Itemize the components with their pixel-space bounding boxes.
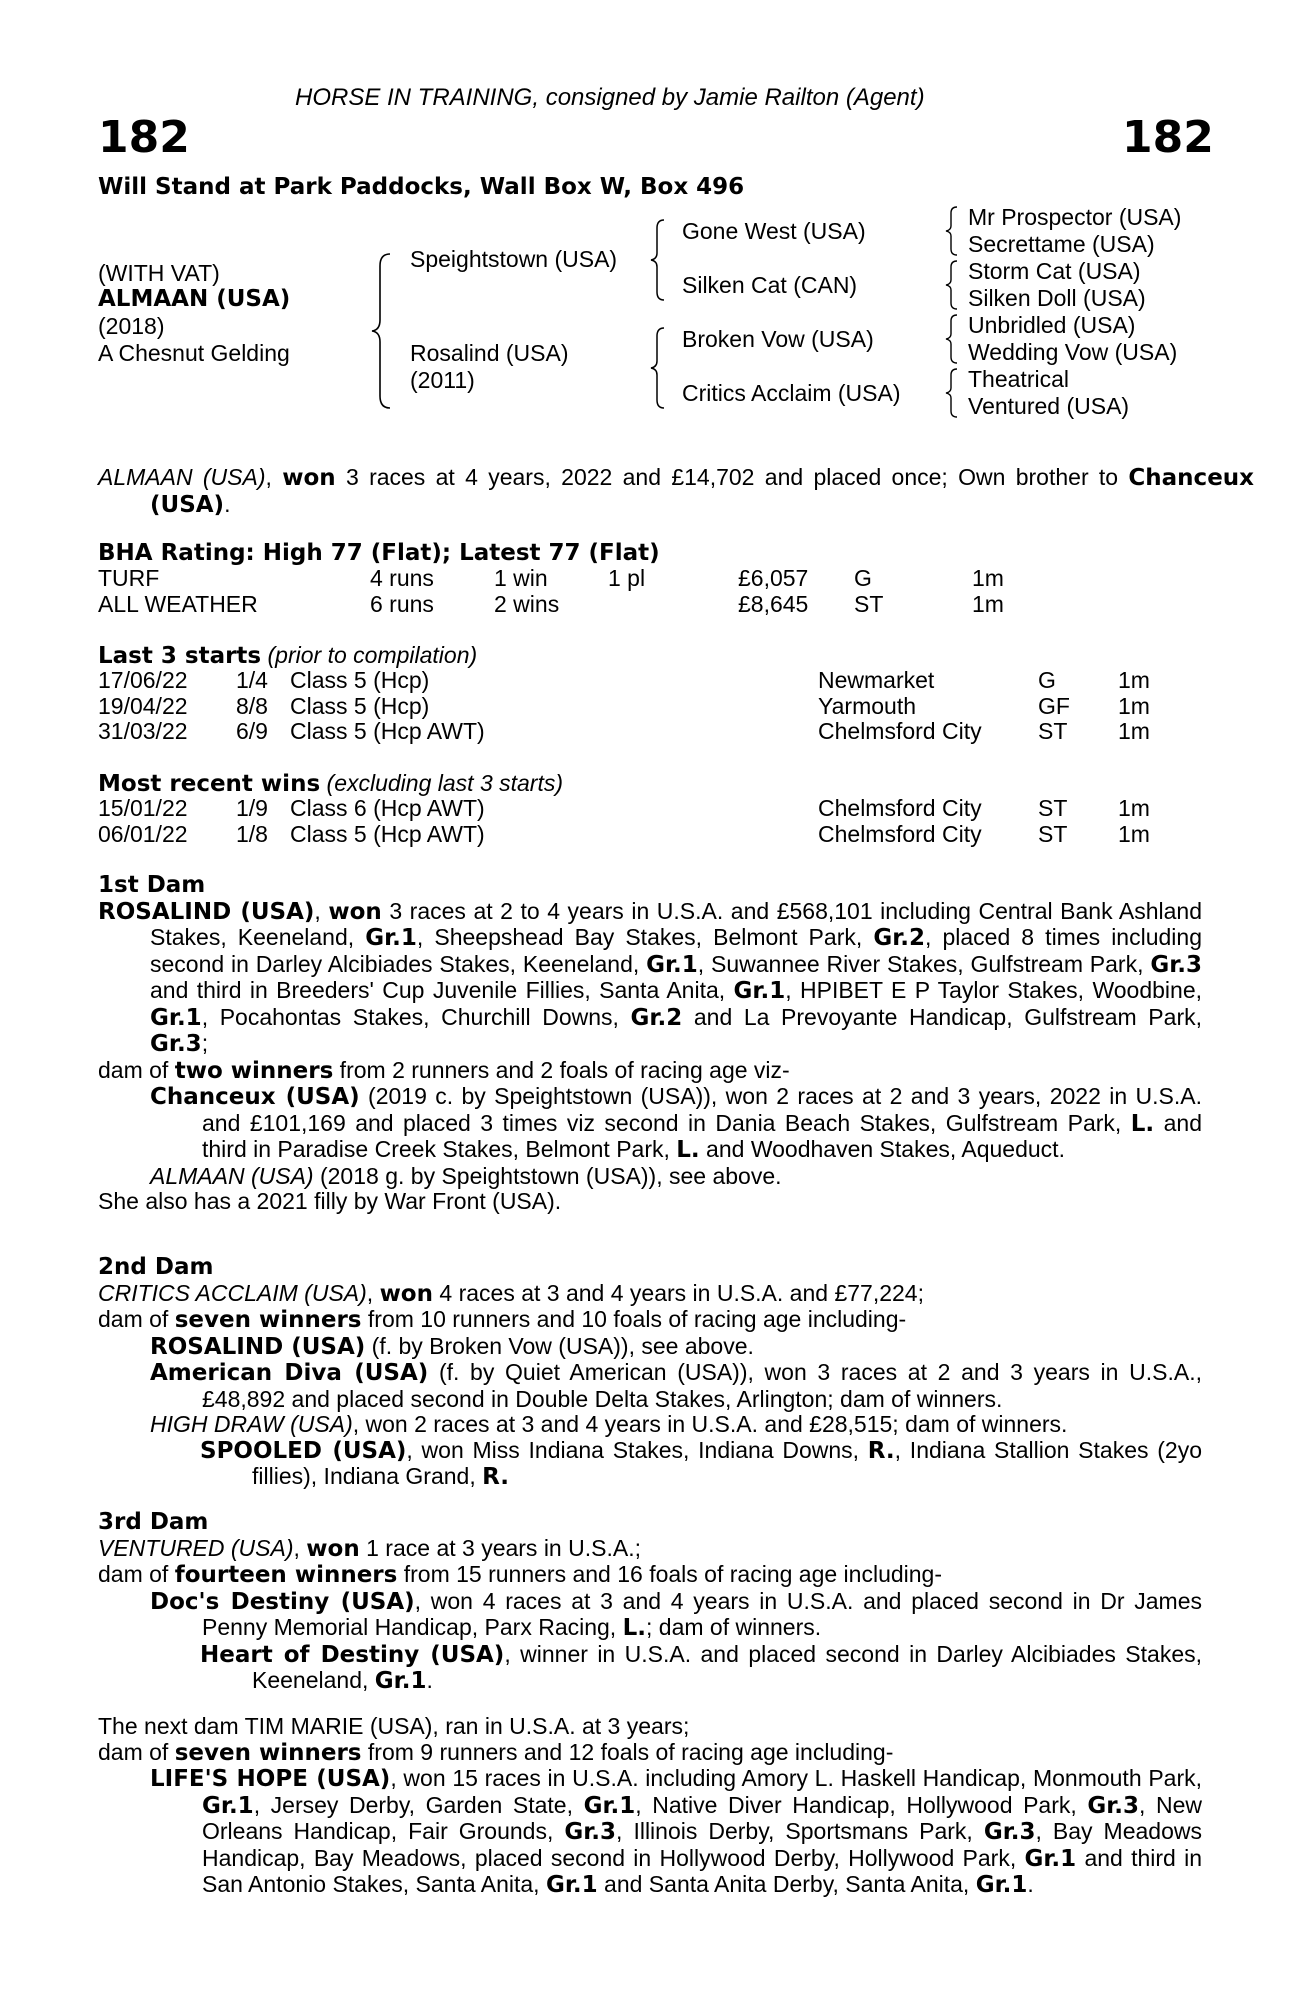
- recent-table: [98, 796, 1150, 847]
- table-row: ALL WEATHER 6 runs 2 wins £8,645 ST 1m: [98, 590, 1004, 617]
- vat-label: (WITH VAT): [98, 260, 220, 286]
- sire-sire: Gone West (USA): [682, 218, 866, 244]
- bha-rating-title: BHA Rating: High 77 (Flat); Latest 77 (Flat): [98, 540, 660, 566]
- rating-table: [98, 566, 1004, 617]
- ped-sds: Storm Cat (USA): [968, 258, 1141, 284]
- next-dam-section: [98, 1714, 1202, 1899]
- dam1-section: [98, 873, 1202, 1215]
- next-dam-line: The next dam TIM MARIE (USA), ran in U.S.A. at 3 years;: [98, 1713, 690, 1739]
- dam2-produce-line: dam of seven winners from 10 runners and 10 foals of racing age including-: [98, 1306, 907, 1333]
- dam2-produce-spooled: SPOOLED (USA), won Miss Indiana Stakes, Indiana Downs, R., Indiana Stallion Stakes (2yo fillies), Indiana Grand, R.: [200, 1436, 1202, 1490]
- next-dam-produce-line: dam of seven winners from 9 runners and 12 foals of racing age including-: [98, 1738, 894, 1766]
- dam3-title: 3rd Dam: [98, 1509, 209, 1535]
- pedigree-brace-dam: [648, 326, 670, 410]
- table-row: 06/01/22 1/8 Class 5 (Hcp AWT) Chelmsford City ST 1m: [98, 820, 1150, 847]
- table-row: 15/01/22 1/9 Class 6 (Hcp AWT) Chelmsford City ST 1m: [98, 795, 1150, 821]
- dam1-paragraph: ROSALIND (USA), won 3 races at 2 to 4 years in U.S.A. and £568,101 including Central Bank Ashland Stakes, Keeneland, Gr.1, Sheepshead Bay Stakes, Belmont Park, Gr.2, placed 8 times including second in Darley Alcibiades Stakes, Keeneland, Gr.1, Suwannee River Stakes, Gulfstream Park, Gr.3 and third in Breeders' Cup Juvenile Fillies, Santa Anita, Gr.1, HPIBET E P Taylor Stakes, Woodbine, Gr.1, Pocahontas Stakes, Churchill Downs, Gr.2 and La Prevoyante Handicap, Gulfstream Park, Gr.3;: [98, 897, 1202, 1057]
- lot-number-right: 182: [1122, 112, 1214, 163]
- dam3-produce-docs-destiny: Doc's Destiny (USA), won 4 races at 3 and 4 years in U.S.A. and placed second in Dr James Penny Memorial Handicap, Parx Racing, L.; dam of winners.: [150, 1587, 1202, 1641]
- ped-dss: Unbridled (USA): [968, 312, 1136, 338]
- dam3-section: [98, 1510, 1202, 1695]
- dam3-produce-line: dam of fourteen winners from 15 runners and 16 foals of racing age including-: [98, 1561, 942, 1588]
- sire-name: Speightstown (USA): [410, 246, 618, 272]
- ped-ssd: Secrettame (USA): [968, 231, 1155, 257]
- dam-sire: Broken Vow (USA): [682, 326, 874, 352]
- last3-title: Last 3 starts (prior to compilation): [98, 642, 478, 669]
- consignor-line: HORSE IN TRAINING, consigned by Jamie Railton (Agent): [295, 84, 925, 111]
- brace-sd: [942, 258, 962, 312]
- pedigree-brace-sire: [648, 218, 670, 302]
- brace-dd: [942, 366, 962, 420]
- horse-description: A Chesnut Gelding: [98, 340, 290, 366]
- recent-title: Most recent wins (excluding last 3 starts): [98, 770, 564, 797]
- dam2-section: [98, 1255, 1202, 1491]
- lot-number-left: 182: [98, 112, 190, 163]
- table-row: 19/04/22 8/8 Class 5 (Hcp) Yarmouth GF 1m: [98, 692, 1150, 719]
- dam3-paragraph: VENTURED (USA), won 1 race at 3 years in U.S.A.;: [98, 1534, 641, 1562]
- dam2-paragraph: CRITICS ACCLAIM (USA), won 4 races at 3 and 4 years in U.S.A. and £77,224;: [98, 1279, 924, 1307]
- dam-dam: Critics Acclaim (USA): [682, 380, 901, 406]
- ped-dsd: Wedding Vow (USA): [968, 339, 1178, 365]
- dam1-title: 1st Dam: [98, 872, 206, 898]
- dam2-produce-rosalind: ROSALIND (USA) (f. by Broken Vow (USA)), see above.: [150, 1332, 754, 1360]
- table-row: 17/06/22 1/4 Class 5 (Hcp) Newmarket G 1m: [98, 667, 1150, 693]
- last3-table: [98, 668, 1150, 745]
- summary-horse-name: ALMAAN (USA): [98, 464, 266, 490]
- dam2-title: 2nd Dam: [98, 1254, 214, 1280]
- dam1-produce-chanceux: Chanceux (USA) (2019 c. by Speightstown (USA)), won 2 races at 2 and 3 years, 2022 in U.S.A. and £101,169 and placed 3 times viz second in Dania Beach Stakes, Gulfstream Park, L. and third in Paradise Creek Stakes, Belmont Park, L. and Woodhaven Stakes, Aqueduct.: [150, 1083, 1202, 1163]
- next-dam-produce-lifes-hope: LIFE'S HOPE (USA), won 15 races in U.S.A. including Amory L. Haskell Handicap, Monmouth Park, Gr.1, Jersey Derby, Garden State, Gr.1, Native Diver Handicap, Hollywood Park, Gr.3, New Orleans Handicap, Fair Grounds, Gr.3, Illinois Derby, Sportsmans Park, Gr.3, Bay Meadows Handicap, Bay Meadows, placed second in Hollywood Derby, Hollywood Park, Gr.1 and third in San Antonio Stakes, Santa Anita, Gr.1 and Santa Anita Derby, Santa Anita, Gr.1.: [150, 1765, 1202, 1898]
- brace-ss: [942, 204, 962, 258]
- ped-sdd: Silken Doll (USA): [968, 285, 1146, 311]
- sire-dam: Silken Cat (CAN): [682, 272, 858, 298]
- ped-sss: Mr Prospector (USA): [968, 204, 1182, 230]
- table-row: 31/03/22 6/9 Class 5 (Hcp AWT) Chelmsford City ST 1m: [98, 718, 1150, 744]
- dam1-produce-almaan: ALMAAN (USA) (2018 g. by Speightstown (USA)), see above.: [150, 1162, 782, 1189]
- summary-brother: Chanceux (USA): [150, 465, 1254, 518]
- pedigree-brace-main: [368, 250, 398, 412]
- table-row: TURF 4 runs 1 win 1 pl £6,057 G 1m: [98, 565, 1004, 591]
- horse-year: (2018): [98, 313, 165, 339]
- dam1-produce-line: dam of two winners from 2 runners and 2 foals of racing age viz-: [98, 1056, 790, 1084]
- dam-name: Rosalind (USA): [410, 340, 569, 366]
- dam1-note: She also has a 2021 filly by War Front (USA).: [98, 1188, 562, 1214]
- dam3-produce-heart-of-destiny: Heart of Destiny (USA), winner in U.S.A. and placed second in Darley Alcibiades Stakes, Keeneland, Gr.1.: [200, 1640, 1202, 1694]
- stand-location: Will Stand at Park Paddocks, Wall Box W, Box 496: [98, 174, 745, 200]
- dam2-produce-american-diva: American Diva (USA) (f. by Quiet American (USA)), won 3 races at 2 and 3 years in U.S.A., £48,892 and placed second in Double Delta Stakes, Arlington; dam of winners.: [150, 1359, 1202, 1412]
- brace-ds: [942, 312, 962, 366]
- ped-ddd: Ventured (USA): [968, 393, 1130, 419]
- horse-name: ALMAAN (USA): [98, 286, 291, 312]
- ped-dds: Theatrical: [968, 366, 1069, 392]
- dam2-produce-high-draw: HIGH DRAW (USA), won 2 races at 3 and 4 years in U.S.A. and £28,515; dam of winners.: [150, 1411, 1068, 1437]
- summary-paragraph: ALMAAN (USA), won 3 races at 4 years, 2022 and £14,702 and placed once; Own brother to Chanceux (USA).: [98, 464, 1254, 518]
- dam-year: (2011): [410, 367, 475, 393]
